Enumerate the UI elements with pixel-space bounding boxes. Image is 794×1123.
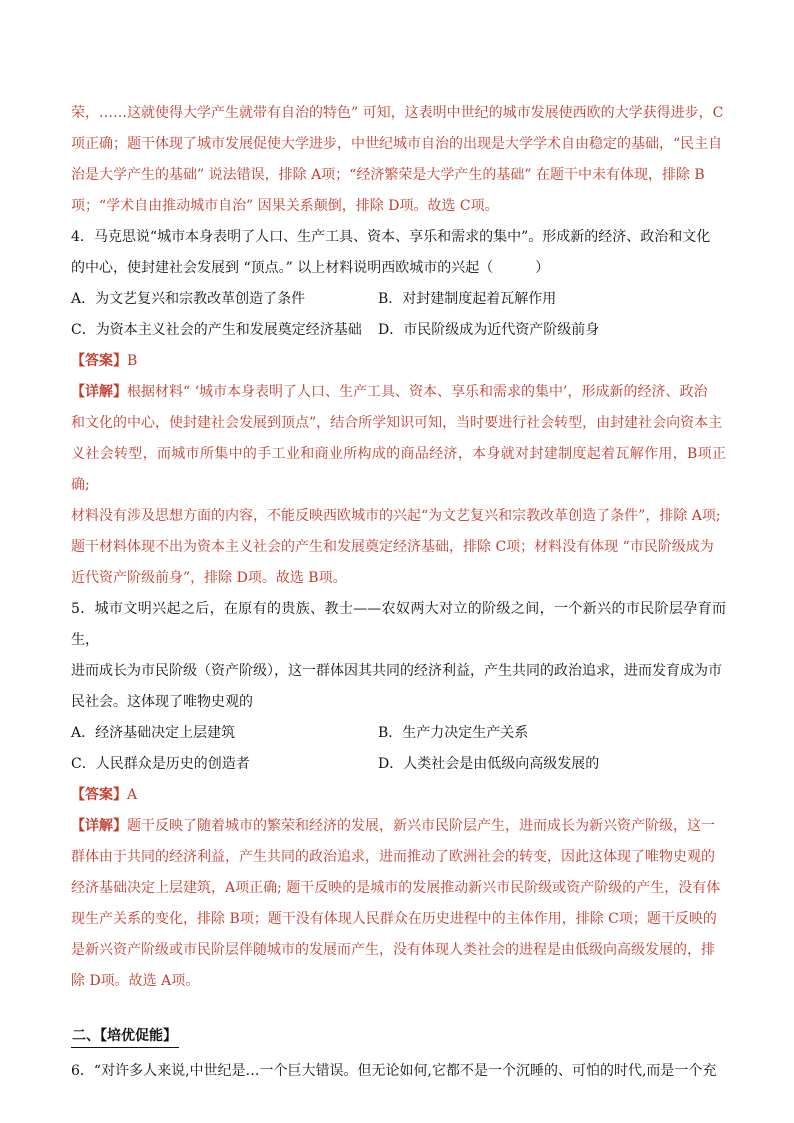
- question-5: [71, 594, 726, 997]
- q5-detail-line-1: [71, 811, 726, 842]
- q4-option-d: D．市民阶级成为近代资产阶级前身: [378, 322, 600, 338]
- question-6: [71, 1056, 726, 1087]
- q3-line-2: [71, 129, 726, 160]
- q4-detail-line-2: 和文化的中心，使封建社会发展到顶点”，结合所学知识可知，当时要进行社会转型，由封建社会向资本主: [71, 415, 723, 431]
- q5-options-row-1: [71, 718, 726, 749]
- detail-text: ，排除 A项;: [645, 508, 721, 524]
- q4-option-b: B．对封建制度起着瓦解作用: [378, 291, 557, 307]
- detail-tag: 【详解】: [71, 384, 127, 400]
- q4-detail-line-4: [71, 501, 726, 532]
- q3-quote: “民主自: [673, 136, 723, 152]
- q4-detail-line-5: 题干材料体现不出为资本主义社会的产生和发展奠定经济基础，排除 C项；材料没有体现 “市民阶级成为: [71, 539, 714, 555]
- q5-detail-line-2: 群体由于共同的经济利益，产生共同的政治追求，进而推动了欧洲社会的转变，因此这体现了唯物史观的: [71, 849, 715, 865]
- q5-stem-line-1: 5．城市文明兴起之后，在原有的贵族、教士——农奴两大对立的阶级之间，一个新兴的市民阶层孕育而生，: [71, 601, 726, 648]
- q3-line-3: [71, 160, 726, 191]
- section-spacer: [71, 997, 726, 1021]
- answer-tag: 【答案】: [71, 787, 127, 803]
- q4-detail-line-1: [71, 377, 726, 408]
- q5-detail-line-3: 经济基础决定上层建筑，A项正确; 题干反映的是城市的发展推动新兴市民阶级或资产阶级的产生，没有体: [71, 880, 721, 896]
- q5-option-c: C．人民群众是历史的创造者: [71, 756, 250, 772]
- q4-stem-line-1: 4．马克思说“城市本身表明了人口、生产工具、资本、享乐和需求的集中”。形成新的经济、政治和文化: [71, 229, 711, 245]
- q4-answer: [71, 346, 726, 377]
- detail-tag: 【详解】: [71, 818, 127, 834]
- page-content: [71, 98, 726, 1087]
- detail-text: 题干反映了随着城市的繁荣和经济的发展，新兴市民阶层产生，进而成长为新兴资产阶级，这一: [127, 818, 715, 834]
- q3-text: 说法错误，排除 A项；“经济繁荣是大学产生的基础” 在题干中未有体现，排除 B: [204, 167, 705, 183]
- q3-line-1: [71, 98, 726, 129]
- detail-quote: “为文艺复兴和宗教改革创造了条件”: [421, 508, 646, 524]
- q3-quote: 治是大学产生的基础”: [71, 167, 205, 183]
- q5-option-d: D．人类社会是由低级向高级发展的: [378, 756, 600, 772]
- section-2-heading-row: [71, 1021, 726, 1052]
- q3-line-4: [71, 191, 726, 222]
- q5-stem-line-2: 进而成长为市民阶级（资产阶级），这一群体因其共同的经济利益，产生共同的政治追求，进而发育成为市: [71, 663, 722, 679]
- q3-text: 项；“学术自由推动城市自治” 因果关系颠倒，排除 D项。故选 C项。: [71, 198, 499, 214]
- q5-stem-line-3: 民社会。这体现了唯物史观的: [71, 694, 253, 710]
- q5-options-row-2: [71, 749, 726, 780]
- question-4: [71, 222, 726, 594]
- q5-option-a: A．经济基础决定上层建筑: [71, 725, 236, 741]
- q3-explanation-tail: [71, 98, 726, 222]
- detail-quote: “ ‘城市本身表明了人口、生产工具、资本、享乐和需求的集中’，形成新的经济、政治: [183, 384, 708, 400]
- q5-detail-line-6: 除 D项。故选 A项。: [71, 973, 200, 989]
- q4-option-a: A．为文艺复兴和宗教改革创造了条件: [71, 291, 306, 307]
- q4-option-c: C．为资本主义社会的产生和发展奠定经济基础: [71, 322, 362, 338]
- q4-detail-line-6: 近代资产阶级前身”，排除 D项。故选 B项。: [71, 570, 347, 586]
- answer-tag: 【答案】: [71, 353, 127, 369]
- detail-text: 材料没有涉及思想方面的内容，不能反映西欧城市的兴起: [71, 508, 421, 524]
- q4-options-row-1: [71, 284, 726, 315]
- q4-stem-line-2: 的中心，使封建社会发展到 “顶点。” 以上材料说明西欧城市的兴起（ ）: [71, 260, 550, 276]
- q6-stem-line-1: 6．“对许多人来说,中世纪是…一个巨大错误。但无论如何,它都不是一个沉睡的、可怕的时代,而是一个充: [71, 1063, 717, 1079]
- q3-text: 荣，……这就使得大学产生就带有自治的特色” 可知，这表明中世纪的城市发展使西欧的大学获得进步，C: [71, 105, 724, 121]
- q5-detail-line-5: 是新兴资产阶级或市民阶层伴随城市的发展而产生，没有体现人类社会的进程是由低级向高级发展的，排: [71, 942, 715, 958]
- section-2-title: 二、【培优促能】: [71, 1025, 179, 1048]
- q4-options-row-2: [71, 315, 726, 346]
- q4-detail-line-3: 义社会转型，而城市所集中的手工业和商业所构成的商品经济，本身就对封建制度起着瓦解作用，B项正确;: [71, 446, 726, 493]
- q5-answer: [71, 780, 726, 811]
- answer-value: A: [127, 787, 138, 803]
- answer-value: B: [127, 353, 138, 369]
- detail-text: 根据材料: [127, 384, 183, 400]
- q5-option-b: B．生产力决定生产关系: [378, 725, 529, 741]
- q3-text: 项正确；题干体现了城市发展促使大学进步，中世纪城市自治的出现是大学学术自由稳定的基础，: [71, 136, 673, 152]
- q5-detail-line-4: 现生产关系的变化，排除 B项；题干没有体现人民群众在历史进程中的主体作用，排除 C项；题干反映的: [71, 911, 717, 927]
